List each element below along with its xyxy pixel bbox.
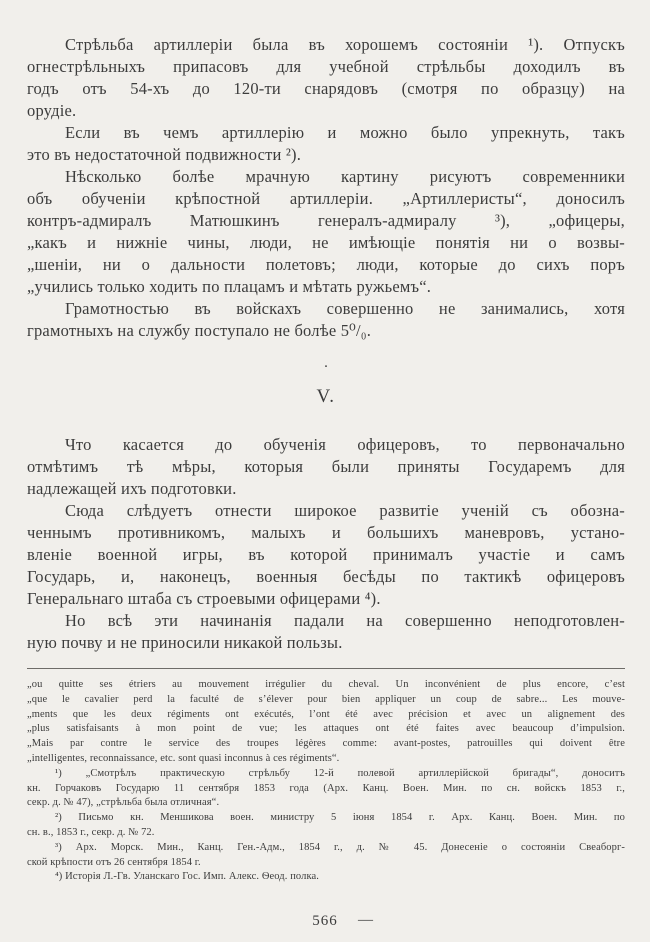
text-line: ской крѣпости отъ 26 сентября 1854 г. bbox=[27, 856, 201, 868]
footnote bbox=[27, 767, 625, 811]
text-line: Если въ чемъ артиллерію и можно было упрекнуть, такъ bbox=[65, 123, 625, 142]
footnote bbox=[27, 678, 625, 767]
text-line: „ments que les deux régiments ont exécutés, l’ont été avec précision et avec un alignement des bbox=[27, 708, 625, 720]
text-line: сн. в., 1853 г., секр. д. № 72. bbox=[27, 826, 155, 838]
text-line: объ обученіи крѣпостной артиллеріи. „Артиллеристы“, доносилъ bbox=[27, 189, 625, 208]
text-line: Генеральнаго штаба съ строевыми офицерами ⁴). bbox=[27, 589, 381, 608]
text-line: кн. Горчаковъ Государю 11 сентября 1853 года (Арх. Канц. Воен. Мин. по сн. войскъ 1853 г., bbox=[27, 782, 625, 794]
footnote bbox=[27, 811, 625, 841]
page-number: 566 bbox=[312, 913, 338, 929]
paragraph bbox=[27, 166, 625, 298]
text-line: надлежащей ихъ подготовки. bbox=[27, 479, 237, 498]
text-line: „intelligentes, reconnaissance, etc. sont quasi inconnus à ces régiments“. bbox=[27, 752, 340, 764]
text-line: ³) Арх. Морск. Мин., Канц. Ген.-Адм., 1854 г., д. № 45. Донесеніе о состояніи Свеаборг- bbox=[55, 841, 625, 853]
text-line: годъ отъ 54-хъ до 120-ти снарядовъ (смотря по образцу) на bbox=[27, 79, 625, 98]
paragraph bbox=[27, 610, 625, 654]
text-line: „que le cavalier perd la faculté de s’élever pour bien appliquer un coup de sabre... Les mouve- bbox=[27, 693, 625, 705]
text-line: это въ недостаточной подвижности ²). bbox=[27, 145, 302, 164]
text-line: „какъ и нижніе чины, люди, не имѣющіе понятія ни о возвы- bbox=[27, 233, 625, 252]
footnote bbox=[27, 841, 625, 871]
paragraph bbox=[27, 34, 625, 122]
text-line: Грамотностью въ войскахъ совершенно не занимались, хотя bbox=[65, 299, 625, 318]
text-line: вленіе военной игры, въ которой принималъ участіе и самъ bbox=[27, 545, 625, 564]
text-line: „Mais par contre le service des troupes légères comme: avant-postes, patrouilles qui doivent être bbox=[27, 738, 625, 750]
text-line: орудіе. bbox=[27, 101, 77, 120]
section-heading: V. bbox=[316, 386, 336, 407]
page-footer-dash: — bbox=[358, 912, 374, 928]
section-separator-dot: . bbox=[324, 355, 328, 371]
text-line: „plus satisfaisants à mon point de vue; les attaques ont été faites avec beaucoup d’impulsion. bbox=[27, 723, 625, 735]
text-line: ченнымъ противникомъ, малыхъ и большихъ маневровъ, устано- bbox=[27, 523, 625, 542]
text-line: ⁴) Исторія Л.-Гв. Уланскаго Гос. Имп. Алекс. Ѳеод. полка. bbox=[55, 871, 320, 883]
main-text-lower bbox=[27, 434, 625, 654]
text-line: контръ-адмиралъ Матюшкинъ генералъ-адмиралу ³), „офицеры, bbox=[27, 211, 625, 230]
text-line: „ou quitte ses étriers au mouvement irrégulier du cheval. Un inconvénient de plus encore, c’est bbox=[27, 679, 625, 690]
text-line: грамотныхъ на службу поступало не болѣе 5⁰/₀. bbox=[27, 321, 372, 340]
paragraph bbox=[27, 434, 625, 500]
paragraph bbox=[27, 298, 625, 342]
text-line: ¹) „Смотрѣлъ практическую стрѣльбу 12-й полевой артиллерійской бригады“, доноситъ bbox=[55, 767, 625, 779]
text-line: Государь, и, наконецъ, военныя бесѣды по тактикѣ офицеровъ bbox=[27, 567, 625, 586]
text-line: Что касается до обученія офицеровъ, то первоначально bbox=[65, 435, 625, 454]
footnote bbox=[27, 870, 625, 885]
text-line: ную почву и не приносили никакой пользы. bbox=[27, 633, 343, 652]
text-line: Нѣсколько болѣе мрачную картину рисуютъ современники bbox=[65, 167, 625, 186]
footnote-rule bbox=[27, 668, 625, 669]
text-line: Но всѣ эти начинанія падали на совершенно неподготовлен- bbox=[65, 611, 625, 630]
text-line: отмѣтимъ тѣ мѣры, которыя были приняты Государемъ для bbox=[27, 457, 625, 476]
text-line: огнестрѣльныхъ припасовъ для учебной стрѣльбы доходилъ въ bbox=[27, 57, 625, 76]
page-footer bbox=[0, 913, 650, 930]
text-line: Сюда слѣдуетъ отнести широкое развитіе ученій съ обозна- bbox=[65, 501, 625, 520]
footnotes bbox=[27, 678, 625, 885]
paragraph bbox=[27, 122, 625, 166]
text-line: „учились только ходить по плацамъ и мѣтать ружьемъ“. bbox=[27, 277, 432, 296]
text-line: секр. д. № 47), „стрѣльба была отличная“. bbox=[27, 797, 220, 809]
text-line: Стрѣльба артиллеріи была въ хорошемъ состояніи ¹). Отпускъ bbox=[65, 35, 625, 54]
text-line: „шеніи, ни о дальности полетовъ; люди, которые до сихъ поръ bbox=[27, 255, 625, 274]
paragraph bbox=[27, 500, 625, 610]
text-line: ²) Письмо кн. Меншикова воен. министру 5 іюня 1854 г. Арх. Канц. Воен. Мин. по bbox=[55, 812, 625, 824]
main-text-upper bbox=[27, 34, 625, 342]
